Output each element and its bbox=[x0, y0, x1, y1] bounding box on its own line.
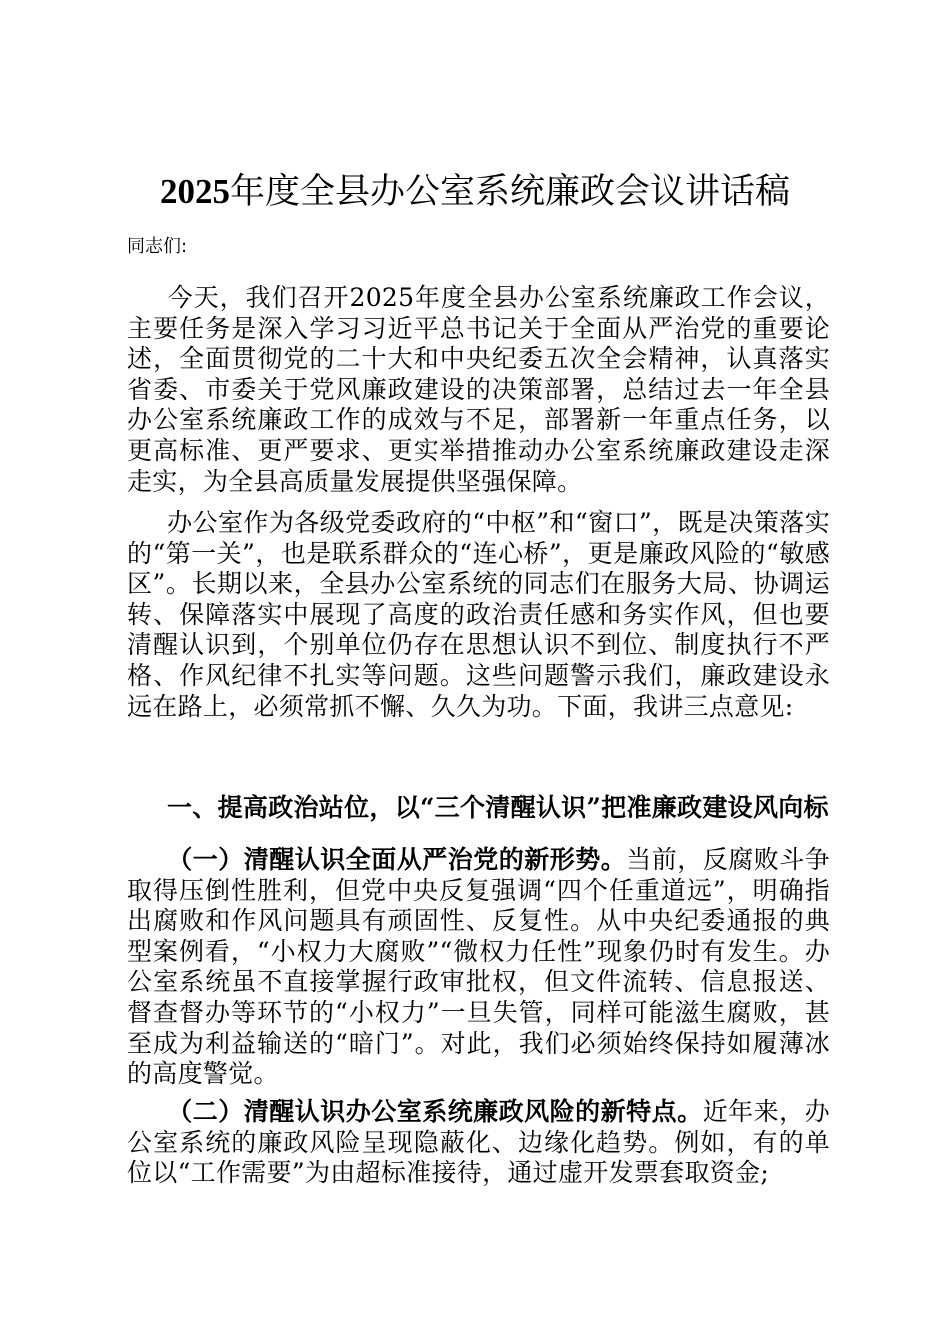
paragraph-subsection-2 bbox=[127, 1097, 830, 1189]
paragraph-subsection-1 bbox=[127, 845, 830, 1090]
subsection-2-heading: （二）清醒认识办公室系统廉政风险的新特点。 bbox=[167, 1097, 703, 1126]
subsection-2-text: 近年来，办公室系统的廉政风险呈现隐蔽化、边缘化趋势。例如，有的单位以“工作需要”为由超标准接待，通过虚开发票套取资金; bbox=[127, 1097, 830, 1188]
section-heading-1-text: 一、提高政治站位，以“三个清醒认识”把准廉政建设风向标 bbox=[167, 793, 829, 822]
paragraph-background bbox=[127, 508, 830, 722]
section-heading-1 bbox=[127, 793, 830, 824]
title-year: 2025 bbox=[159, 172, 230, 211]
subsection-1-text: 当前，反腐败斗争取得压倒性胜利，但党中央反复强调“四个任重道远”，明确指出腐败和作风问题具有顽固性、反复性。从中央纪委通报的典型案例看，“小权力大腐败”“微权力任性”现象仍时有发生。办公室系统虽不直接掌握行政审批权，但文件流转、信息报送、督查督办等环节的“小权力”一旦失管，同样可能滋生腐败，甚至成为利益输送的“暗门”。对此，我们必须始终保持如履薄冰的高度警觉。 bbox=[127, 845, 831, 1089]
paragraph-intro bbox=[127, 283, 830, 497]
subsection-1-heading: （一）清醒认识全面从严治党的新形势。 bbox=[167, 845, 627, 874]
document-title bbox=[0, 168, 950, 216]
paragraph-background-text: 办公室作为各级党委政府的“中枢”和“窗口”，既是决策落实的“第一关”，也是联系群众的“连心桥”，更是廉政风险的“敏感区”。长期以来，全县办公室系统的同志们在服务大局、协调运转、保障落实中展现了高度的政治责任感和务实作风，但也要清醒认识到，个别单位仍存在思想认识不到位、制度执行不严格、作风纪律不扎实等问题。这些问题警示我们，廉政建设永远在路上，必须常抓不懈、久久为功。下面，我讲三点意见: bbox=[127, 508, 830, 721]
paragraph-intro-text: 今天，我们召开2025年度全县办公室系统廉政工作会议，主要任务是深入学习习近平总书记关于全面从严治党的重要论述，全面贯彻党的二十大和中央纪委五次全会精神，认真落实省委、市委关于党风廉政建设的决策部署，总结过去一年全县办公室系统廉政工作的成效与不足，部署新一年重点任务，以更高标准、更严要求、更实举措推动办公室系统廉政建设走深走实，为全县高质量发展提供坚强保障。 bbox=[127, 283, 830, 496]
title-text: 年度全县办公室系统廉政会议讲话稿 bbox=[229, 172, 790, 212]
salutation: 同志们: bbox=[127, 236, 188, 257]
